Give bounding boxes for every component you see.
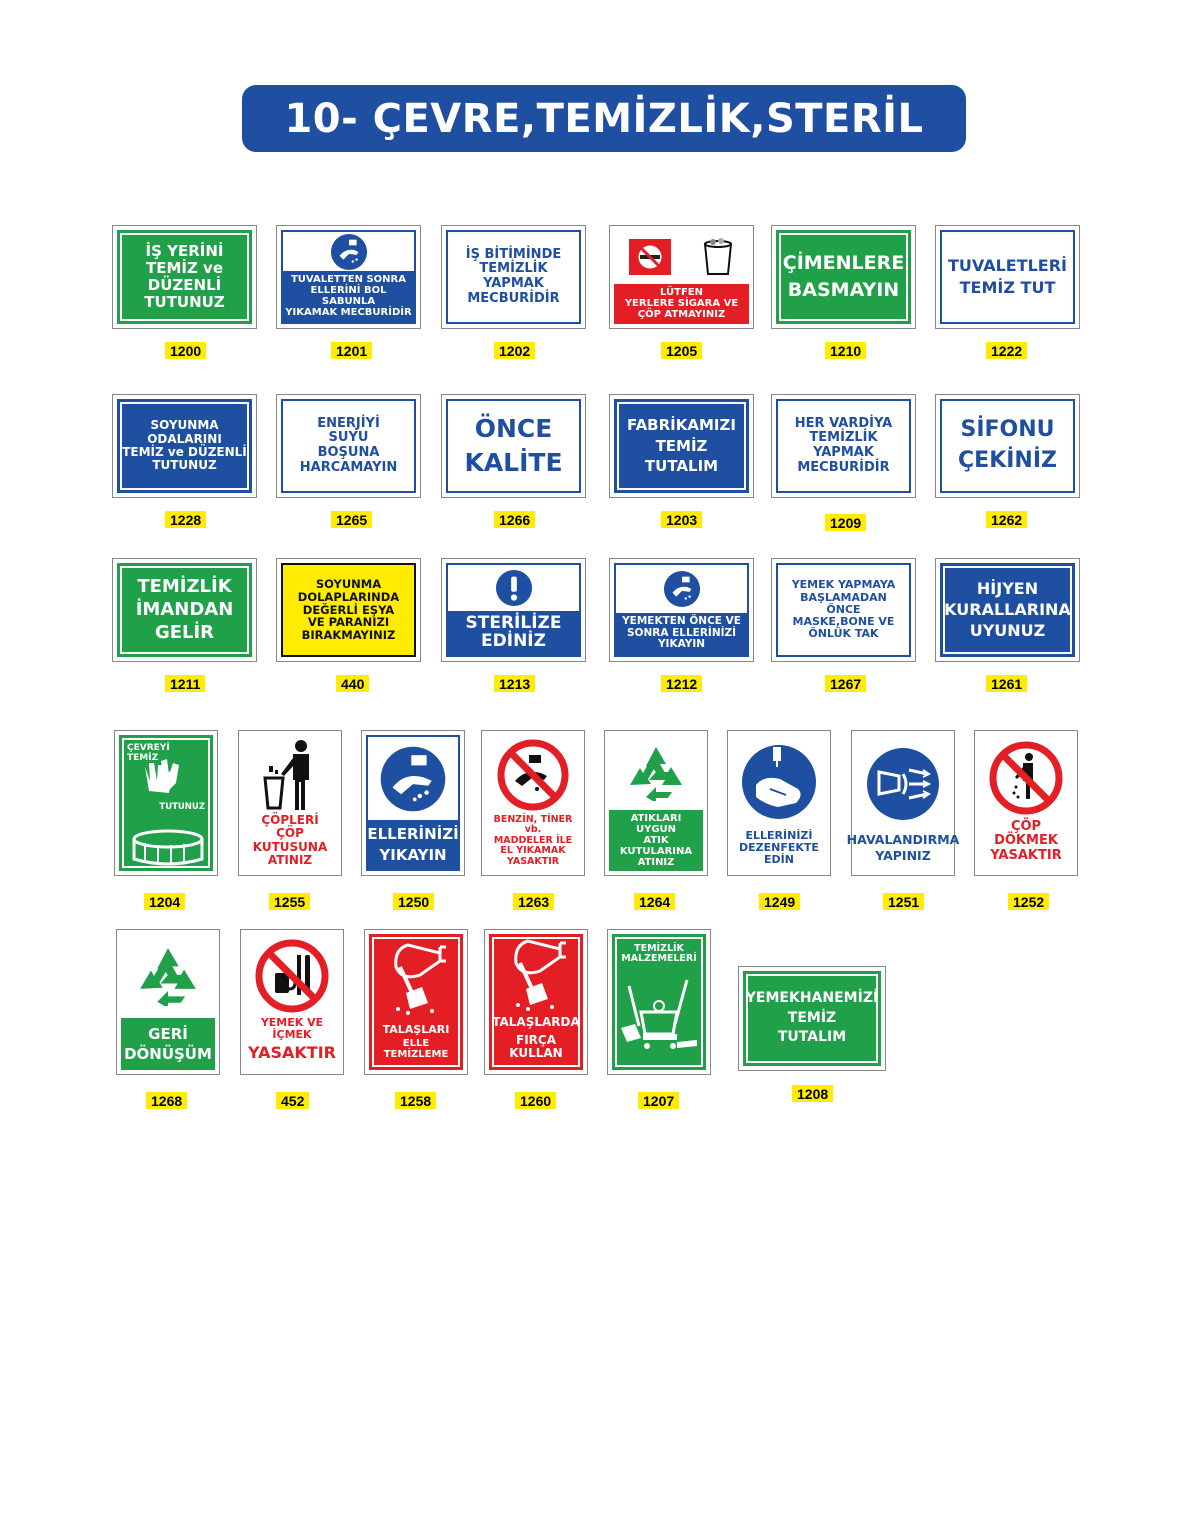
sign-text: UYUNUZ xyxy=(969,620,1046,640)
sign-1251 xyxy=(846,730,960,876)
sign-1265 xyxy=(276,394,421,498)
sign-text: ATIKLARI xyxy=(630,813,682,824)
sign-text: TALAŞLARDA xyxy=(492,1015,580,1030)
sign-text: TEMİZLİK xyxy=(137,575,232,597)
code-label: 1228 xyxy=(165,511,206,528)
sign-text: YASAKTIR xyxy=(248,1043,336,1063)
code-label: 1255 xyxy=(269,893,310,910)
sign-1262 xyxy=(935,394,1080,498)
sign-text: YIKAYIN xyxy=(657,638,706,651)
sign-text: YAPINIZ xyxy=(875,848,931,864)
code-label: 452 xyxy=(276,1092,309,1109)
sign-text: ATINIZ xyxy=(267,852,313,867)
sign-text: FIRÇA KULLAN xyxy=(509,1032,563,1060)
sign-1261 xyxy=(935,558,1080,662)
sign-text: ODALARINI xyxy=(147,431,222,446)
code-label: 1260 xyxy=(515,1092,556,1109)
sign-text: HARCAMAYIN xyxy=(299,459,398,475)
sign-text: ÖNCE xyxy=(826,602,861,616)
sign-text: DEĞERLİ EŞYA xyxy=(302,602,395,617)
sign-1212 xyxy=(609,558,754,662)
sign-text: EL YIKAMAK xyxy=(500,845,566,857)
page-title: 10- ÇEVRE,TEMİZLİK,STERİL xyxy=(284,95,924,142)
sign-text: HAVALANDIRMA xyxy=(846,831,960,847)
sign-text: BOŞUNA xyxy=(317,445,380,460)
sign-1204 xyxy=(114,730,218,876)
code-label: 1249 xyxy=(759,893,800,910)
code-label: 1200 xyxy=(165,342,206,359)
sign-text: LÜTFEN xyxy=(660,287,703,298)
sign-text: TEMİZ ve DÜZENLİ xyxy=(145,259,224,294)
sign-1202 xyxy=(441,225,586,329)
sign-text: YASAKTIR xyxy=(506,855,560,867)
code-label: 1251 xyxy=(883,893,924,910)
sign-text: TEMİZLİK xyxy=(809,430,878,446)
sign-1222 xyxy=(935,225,1080,329)
sign-text: GERİ xyxy=(148,1025,188,1043)
sign-text: ELLERİNİZİ xyxy=(367,825,459,843)
sign-1264 xyxy=(604,730,708,876)
code-label: 1265 xyxy=(331,511,372,528)
sign-440 xyxy=(276,558,421,662)
sign-text: SİFONU xyxy=(960,417,1055,443)
sign-text: TALAŞLARI xyxy=(382,1022,450,1036)
code-label: 1263 xyxy=(513,893,554,910)
sign-text: İŞ YERİNİ xyxy=(145,242,224,261)
sign-text: VE PARANIZI xyxy=(307,615,390,630)
sign-1201 xyxy=(276,225,421,329)
sign-1249 xyxy=(727,730,831,876)
sign-text: TEMİZ TUT xyxy=(959,278,1056,297)
sign-1228 xyxy=(112,394,257,498)
sign-text: FABRİKAMIZI xyxy=(627,415,736,434)
sign-text: BIRAKMAYINIZ xyxy=(301,628,396,643)
sign-1209 xyxy=(771,394,916,498)
sign-text: ÖNLÜK TAK xyxy=(808,627,879,641)
code-label: 1267 xyxy=(825,675,866,692)
sign-text: YEMEK YAPMAYA xyxy=(791,578,896,592)
sign-text: ÇÖP ATMAYINIZ xyxy=(637,309,726,320)
sign-452 xyxy=(240,929,344,1075)
page-title-banner xyxy=(242,85,966,152)
sign-text: KURALLARINA xyxy=(944,600,1071,620)
sign-1250 xyxy=(361,730,465,876)
sign-text: DOLAPLARINDA xyxy=(297,589,400,604)
sign-text: ÇÖPLERİ xyxy=(261,813,319,828)
sign-text: ÇEVREYİ xyxy=(127,743,170,753)
sign-text: ÇEKİNİZ xyxy=(958,448,1057,473)
sign-text: TUTUNUZ xyxy=(144,292,225,311)
brush-hand-icon xyxy=(498,935,574,1015)
code-label: 1258 xyxy=(395,1092,436,1109)
sign-text: GELİR xyxy=(154,622,215,644)
sign-text: STERİLİZE xyxy=(465,612,562,633)
code-label: 1266 xyxy=(494,511,535,528)
sign-text: SUYU xyxy=(328,430,369,446)
sign-text: TUTALIM xyxy=(777,1029,847,1046)
code-label: 1210 xyxy=(825,342,866,359)
sign-text: YEMEK VE İÇMEK xyxy=(260,1016,324,1042)
sign-text: MASKE,BONE VE xyxy=(792,615,895,629)
no-littering-icon xyxy=(989,741,1063,815)
sign-text: ATINIZ xyxy=(637,857,675,868)
sign-text: TEMİZ xyxy=(127,753,159,764)
sign-text: TEMİZ xyxy=(655,436,708,455)
code-label: 440 xyxy=(336,675,369,692)
sign-text: YAPMAK xyxy=(813,445,874,460)
code-label: 1264 xyxy=(634,893,675,910)
sign-1213 xyxy=(441,558,586,662)
code-label: 1208 xyxy=(792,1085,833,1102)
sign-text: YIKAMAK MECBURİDİR xyxy=(285,307,412,318)
code-label: 1204 xyxy=(144,893,185,910)
code-label: 1205 xyxy=(661,342,702,359)
code-label: 1207 xyxy=(638,1092,679,1109)
prohibited-hand-wash-icon xyxy=(497,739,569,811)
sign-text: TEMİZ xyxy=(787,1009,837,1026)
sign-text: ATIK xyxy=(643,835,669,846)
code-label: 1222 xyxy=(986,342,1027,359)
recycle-icon xyxy=(626,745,686,801)
code-label: 1262 xyxy=(986,511,1027,528)
no-smoking-icon xyxy=(629,239,671,275)
sign-1203 xyxy=(609,394,754,498)
hand-disinfect-icon xyxy=(740,743,818,821)
sign-text: ÖNCE xyxy=(474,414,553,443)
sign-text: MALZEMELERİ xyxy=(621,953,697,965)
sign-text: TUTUNUZ xyxy=(159,802,205,812)
sign-text: TUVALETLERİ xyxy=(947,256,1068,276)
sign-text: MECBURİDİR xyxy=(797,459,890,475)
sign-text: MECBURİDİR xyxy=(467,290,560,306)
hand-wash-icon xyxy=(330,233,368,271)
sign-text: TEMİZLİK xyxy=(634,943,684,954)
sign-text: EDİN xyxy=(764,852,794,866)
code-label: 1212 xyxy=(661,675,702,692)
code-label: 1252 xyxy=(1008,893,1049,910)
sign-text: İMANDAN xyxy=(135,598,234,620)
sign-text: HİJYEN xyxy=(976,579,1039,599)
sign-text: ÇİMENLERE xyxy=(782,251,905,274)
sign-text: ÇÖP DÖKMEK xyxy=(994,819,1058,849)
no-food-drink-icon xyxy=(255,939,329,1013)
code-label: 1268 xyxy=(146,1092,187,1109)
trash-bin-icon xyxy=(702,238,734,276)
sign-1263 xyxy=(481,730,585,876)
sign-text: ELLERİNİZİ xyxy=(745,828,813,842)
sign-1210 xyxy=(771,225,916,329)
exclamation-icon xyxy=(495,569,533,607)
sign-1255 xyxy=(238,730,342,876)
sign-1200 xyxy=(112,225,257,329)
sign-text: TUTUNUZ xyxy=(152,458,217,473)
sign-text: ENERJİYİ xyxy=(317,415,380,431)
sign-1252 xyxy=(974,730,1078,876)
sign-text: BASMAYIN xyxy=(787,279,900,301)
sign-text: KALİTE xyxy=(464,448,563,477)
sign-text: SOYUNMA xyxy=(150,418,219,433)
code-label: 1250 xyxy=(393,893,434,910)
recycle-icon xyxy=(135,946,201,1006)
sign-1211 xyxy=(112,558,257,662)
sign-text: ÇÖP KUTUSUNA xyxy=(252,826,328,854)
sign-text: HER VARDİYA xyxy=(794,415,893,431)
sign-text: DEZENFEKTE xyxy=(739,840,819,854)
sign-1267 xyxy=(771,558,916,662)
sign-text: İŞ BİTİMİNDE xyxy=(465,246,562,262)
sign-text: TEMİZLİK YAPMAK xyxy=(479,261,548,291)
sign-text: ELLERİNİ BOL SABUNLA xyxy=(310,285,387,307)
sign-text: YASAKTIR xyxy=(990,847,1062,863)
sign-1205 xyxy=(609,225,754,329)
sign-text: YEMEKTEN ÖNCE VE xyxy=(622,615,741,628)
code-label: 1202 xyxy=(494,342,535,359)
sign-1208 xyxy=(738,966,886,1071)
sign-text: TUTALIM xyxy=(644,457,719,476)
code-label: 1211 xyxy=(165,675,205,692)
code-label: 1209 xyxy=(825,514,866,531)
sign-1266 xyxy=(441,394,586,498)
hand-wash-icon xyxy=(663,570,701,608)
sign-text: UYGUN xyxy=(635,824,677,835)
sign-text: DÖNÜŞÜM xyxy=(124,1044,212,1063)
hand-wash-icon xyxy=(379,745,447,813)
sign-text: SONRA ELLERİNİZİ xyxy=(626,626,737,639)
sign-1207 xyxy=(607,929,711,1075)
sign-1258 xyxy=(364,929,468,1075)
litter-bin-person-icon xyxy=(257,738,323,812)
sign-text: SOYUNMA xyxy=(315,576,382,591)
sign-text: MADDELER İLE xyxy=(493,834,573,846)
sign-text: ELLE TEMİZLEME xyxy=(383,1038,449,1060)
sign-1260 xyxy=(484,929,588,1075)
sign-text: TUVALETTEN SONRA xyxy=(290,274,406,285)
cleaning-cart-icon xyxy=(617,972,701,1062)
sign-text: EDİNİZ xyxy=(481,631,546,652)
code-label: 1261 xyxy=(986,675,1027,692)
code-label: 1213 xyxy=(494,675,535,692)
sign-text: BAŞLAMADAN xyxy=(800,590,887,604)
sign-text: BENZİN, TİNER vb. xyxy=(493,813,573,836)
sign-text: TEMİZ ve DÜZENLİ xyxy=(122,445,247,459)
sign-1268 xyxy=(116,929,220,1075)
ventilation-icon xyxy=(865,746,941,822)
sign-text: YIKAYIN xyxy=(379,845,447,864)
code-label: 1203 xyxy=(661,511,702,528)
code-label: 1201 xyxy=(331,342,372,359)
sign-text: YEMEKHANEMİZİ xyxy=(745,989,879,1006)
sign-text: YERLERE SİGARA VE xyxy=(624,298,739,309)
brush-hand-icon xyxy=(378,939,454,1019)
sign-text: KUTULARINA xyxy=(619,846,693,857)
